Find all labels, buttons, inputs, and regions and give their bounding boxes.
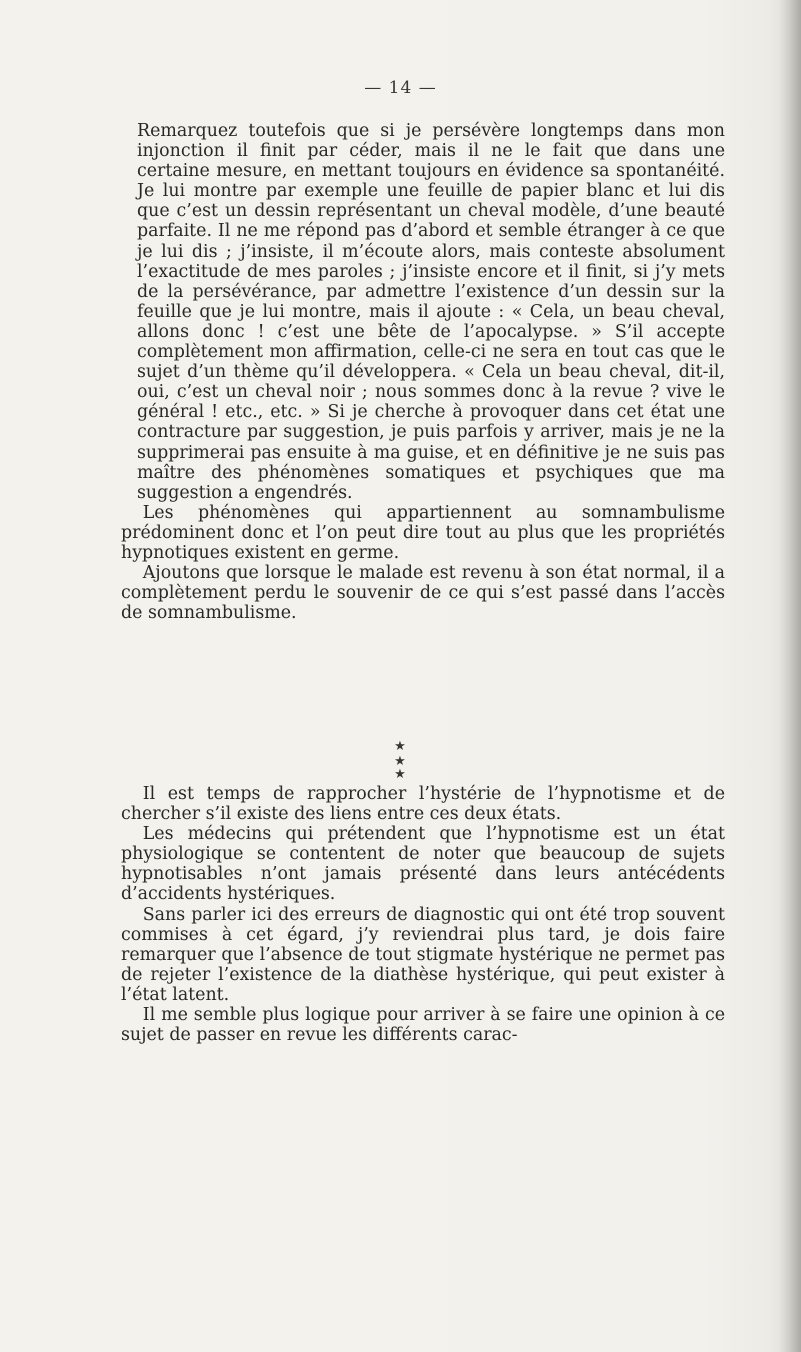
- paragraph-injonction: Remarquez toutefois que si je persévère longtemps dans mon injonction il finit par céder, mais il ne le fait que dans une certaine mesure, en mettant toujours en évidence sa spontanéité. Je lui montre par exemple une feuille de papier blanc et lui dis que c’est un dessin représentant un cheval modèle, d’une beauté parfaite. Il ne me répond pas d’abord et semble étranger à ce que je lui dis ; j’insiste, il m’écoute alors, mais conteste absolument l’exactitude de mes paroles ; j’insiste encore et il finit, si j’y mets de la persévérance, par admettre l’existence d’un dessin sur la feuille que je lui montre, mais il ajoute : « Cela, un beau cheval, allons donc ! c’est une bête de l’apocalypse. » S’il accepte complètement mon affirmation, celle-ci ne sera en tout cas que le sujet d’un thème qu’il développera. « Cela un beau cheval, dit-il, oui, c’est un cheval noir ; nous sommes donc à la revue ? vive le général ! etc., etc. » Si je cherche à provoquer dans cet état une contracture par suggestion, je puis parfois y arriver, mais je ne la supprimerai pas ensuite à ma guise, et en définitive je ne suis pas maître des phénomènes somatiques et psychiques que ma suggestion a engendrés.: [137, 121, 725, 503]
- paragraph-opinion: Il me semble plus logique pour arriver à se faire une opinion à ce sujet de passer en revue les différents carac-: [121, 1005, 725, 1046]
- separator-star-top: ★: [394, 739, 406, 754]
- page-edge-shadow: [779, 0, 801, 1352]
- text-section-hysteria: [121, 784, 725, 1045]
- separator-stars-bottom: ★ ★: [394, 754, 412, 782]
- paragraph-etat-normal: Ajoutons que lorsque le malade est revenu à son état normal, il a complètement perdu le souvenir de ce qui s’est passé dans l’accès de somnambulisme.: [121, 563, 725, 624]
- section-separator-asterism: [380, 740, 420, 781]
- paragraph-rapprocher: Il est temps de rapprocher l’hystérie de l’hypnotisme et de chercher s’il existe des liens entre ces deux états.: [121, 784, 725, 825]
- paragraph-erreurs-diagnostic: Sans parler ici des erreurs de diagnostic qui ont été trop souvent commises à cet égard, j’y reviendrai plus tard, je dois faire remarquer que l’absence de tout stigmate hystérique ne permet pas de rejeter l’existence de la diathèse hystérique, qui peut exister à l’état latent.: [121, 904, 725, 1005]
- page-number: — 14 —: [364, 78, 437, 98]
- text-section-hypnotic-state: [121, 121, 725, 623]
- paragraph-somnambulisme: Les phénomènes qui appartiennent au somnambulisme prédominent donc et l’on peut dire tout au plus que les propriétés hypnotiques existent en germe.: [121, 502, 725, 563]
- paragraph-medecins: Les médecins qui prétendent que l’hypnotisme est un état physiologique se contentent de noter que beaucoup de sujets hypnotisables n’ont jamais présenté dans leurs antécédents d’accidents hystériques.: [121, 824, 725, 905]
